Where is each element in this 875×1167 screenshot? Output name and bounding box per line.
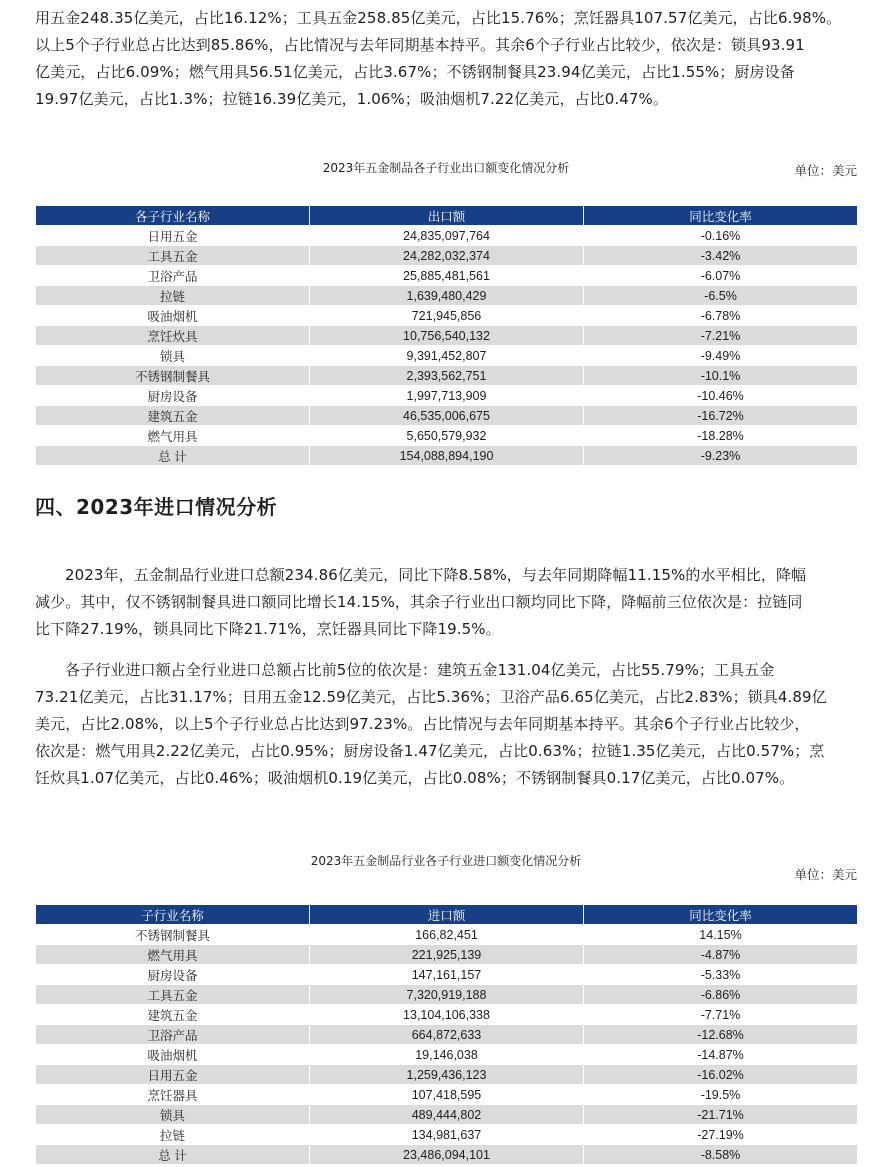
table-cell: 46,535,006,675 — [310, 406, 584, 426]
table-cell: 卫浴产品 — [36, 266, 310, 286]
table-cell: 147,161,157 — [310, 965, 584, 985]
export-table-unit: 单位：美元 — [794, 163, 857, 178]
table-row — [36, 306, 858, 326]
column-header: 进口额 — [310, 905, 584, 925]
table-row — [36, 326, 858, 346]
table-header-row — [36, 206, 858, 226]
column-header: 子行业名称 — [36, 905, 310, 925]
table-cell: 9,391,452,807 — [310, 346, 584, 366]
column-header: 各子行业名称 — [36, 206, 310, 226]
text-line: 2023年，五金制品行业进口总额234.86亿美元，同比下降8.58%，与去年同期降幅11.15%的水平相比，降幅 — [65, 566, 807, 584]
table-row — [36, 1125, 858, 1145]
table-cell: -12.68% — [584, 1025, 858, 1045]
column-header: 出口额 — [310, 206, 584, 226]
table-cell: 721,945,856 — [310, 306, 584, 326]
table-cell: 1,639,480,429 — [310, 286, 584, 306]
table-cell: 1,997,713,909 — [310, 386, 584, 406]
text-line: 减少。其中，仅不锈钢制餐具进口额同比增长14.15%，其余子行业出口额均同比下降，降幅前三位依次是：拉链同 — [35, 593, 803, 611]
table-cell: 2,393,562,751 — [310, 366, 584, 386]
table-cell: -19.5% — [584, 1085, 858, 1105]
table-cell: 工具五金 — [36, 985, 310, 1005]
table-cell: -10.1% — [584, 366, 858, 386]
table-cell: 134,981,637 — [310, 1125, 584, 1145]
text-line: 用五金248.35亿美元，占比16.12%；工具五金258.85亿美元，占比15.76%；烹饪器具107.57亿美元，占比6.98%。 — [35, 9, 842, 27]
table-row — [36, 925, 858, 945]
table-cell: 7,320,919,188 — [310, 985, 584, 1005]
table-cell: 1,259,436,123 — [310, 1065, 584, 1085]
table-row — [36, 945, 858, 965]
text-line: 以上5个子行业总占比达到85.86%，占比情况与去年同期基本持平。其余6个子行业占比较少，依次是：锁具93.91 — [35, 36, 805, 54]
table-cell: -27.19% — [584, 1125, 858, 1145]
table-cell: 烹饪器具 — [36, 1085, 310, 1105]
table-cell: -6.78% — [584, 306, 858, 326]
table-cell: 不锈钢制餐具 — [36, 925, 310, 945]
text-line: 饪炊具1.07亿美元，占比0.46%；吸油烟机0.19亿美元，占比0.08%；不锈钢制餐具0.17亿美元，占比0.07%。 — [35, 769, 795, 787]
text-line: 19.97亿美元，占比1.3%；拉链16.39亿美元，1.06%；吸油烟机7.22亿美元，占比0.47%。 — [35, 90, 668, 108]
table-cell: 吸油烟机 — [36, 1045, 310, 1065]
table-cell: -7.21% — [584, 326, 858, 346]
table-cell: -8.58% — [584, 1145, 858, 1165]
export-table-body — [36, 226, 858, 466]
table-cell: -6.07% — [584, 266, 858, 286]
table-row — [36, 346, 858, 366]
import-table-unit: 单位：美元 — [794, 867, 857, 882]
column-header: 同比变化率 — [584, 905, 858, 925]
table-row — [36, 1145, 858, 1165]
table-cell: -21.71% — [584, 1105, 858, 1125]
table-row — [36, 1065, 858, 1085]
table-cell: -7.71% — [584, 1005, 858, 1025]
table-cell: 107,418,595 — [310, 1085, 584, 1105]
table-row — [36, 1045, 858, 1065]
import-table — [35, 904, 858, 1165]
table-cell: -6.86% — [584, 985, 858, 1005]
table-row — [36, 446, 858, 466]
table-cell: 24,835,097,764 — [310, 226, 584, 246]
table-cell: -10.46% — [584, 386, 858, 406]
table-row — [36, 386, 858, 406]
column-header: 同比变化率 — [584, 206, 858, 226]
table-cell: 25,885,481,561 — [310, 266, 584, 286]
table-cell: -16.02% — [584, 1065, 858, 1085]
table-cell: 燃气用具 — [36, 426, 310, 446]
table-row — [36, 246, 858, 266]
table-cell: -3.42% — [584, 246, 858, 266]
paragraph-import-overview — [35, 562, 857, 643]
table-cell: 工具五金 — [36, 246, 310, 266]
text-line: 亿美元，占比6.09%；燃气用具56.51亿美元，占比3.67%；不锈钢制餐具23.94亿美元，占比1.55%；厨房设备 — [35, 63, 795, 81]
table-row — [36, 1105, 858, 1125]
table-cell: 日用五金 — [36, 226, 310, 246]
export-table — [35, 205, 858, 466]
table-row — [36, 286, 858, 306]
table-cell: -5.33% — [584, 965, 858, 985]
table-cell: -14.87% — [584, 1045, 858, 1065]
table-row — [36, 266, 858, 286]
table-cell: 总 计 — [36, 446, 310, 466]
table-cell: 拉链 — [36, 286, 310, 306]
table-cell: 建筑五金 — [36, 1005, 310, 1025]
table-cell: 不锈钢制餐具 — [36, 366, 310, 386]
table-cell: 卫浴产品 — [36, 1025, 310, 1045]
table-row — [36, 1005, 858, 1025]
table-cell: 总 计 — [36, 1145, 310, 1165]
text-line: 依次是：燃气用具2.22亿美元，占比0.95%；厨房设备1.47亿美元，占比0.63%；拉链1.35亿美元，占比0.57%；烹 — [35, 742, 825, 760]
table-header-row — [36, 905, 858, 925]
table-cell: 23,486,094,101 — [310, 1145, 584, 1165]
table-cell: 日用五金 — [36, 1065, 310, 1085]
table-row — [36, 426, 858, 446]
export-table-caption: 2023年五金制品各子行业出口额变化情况分析 — [322, 161, 570, 175]
paragraph-import-share — [35, 657, 857, 792]
table-cell: 13,104,106,338 — [310, 1005, 584, 1025]
import-table-body — [36, 925, 858, 1165]
table-cell: 14.15% — [584, 925, 858, 945]
table-row — [36, 985, 858, 1005]
table-cell: -18.28% — [584, 426, 858, 446]
table-cell: 吸油烟机 — [36, 306, 310, 326]
table-cell: 厨房设备 — [36, 965, 310, 985]
table-cell: 489,444,802 — [310, 1105, 584, 1125]
table-cell: -9.23% — [584, 446, 858, 466]
text-line: 比下降27.19%，锁具同比下降21.71%，烹饪器具同比下降19.5%。 — [35, 620, 501, 638]
table-cell: 166,82,451 — [310, 925, 584, 945]
table-cell: 24,282,032,374 — [310, 246, 584, 266]
table-cell: 664,872,633 — [310, 1025, 584, 1045]
table-cell: 烹饪炊具 — [36, 326, 310, 346]
table-row — [36, 1025, 858, 1045]
table-cell: 19,146,038 — [310, 1045, 584, 1065]
table-cell: -6.5% — [584, 286, 858, 306]
table-cell: 厨房设备 — [36, 386, 310, 406]
table-cell: -16.72% — [584, 406, 858, 426]
table-cell: 锁具 — [36, 346, 310, 366]
table-cell: -0.16% — [584, 226, 858, 246]
text-line: 73.21亿美元，占比31.17%；日用五金12.59亿美元，占比5.36%；卫浴产品6.65亿美元，占比2.83%；锁具4.89亿 — [35, 688, 827, 706]
table-cell: -9.49% — [584, 346, 858, 366]
table-cell: 221,925,139 — [310, 945, 584, 965]
table-row — [36, 406, 858, 426]
table-cell: 154,088,894,190 — [310, 446, 584, 466]
table-row — [36, 366, 858, 386]
table-cell: 建筑五金 — [36, 406, 310, 426]
section-heading: 四、2023年进口情况分析 — [35, 495, 278, 519]
table-cell: 锁具 — [36, 1105, 310, 1125]
table-row — [36, 226, 858, 246]
table-cell: 10,756,540,132 — [310, 326, 584, 346]
import-table-caption: 2023年五金制品行业各子行业进口额变化情况分析 — [310, 854, 582, 868]
table-cell: 拉链 — [36, 1125, 310, 1145]
text-line: 美元，占比2.08%，以上5个子行业总占比达到97.23%。占比情况与去年同期基本持平。其余6个子行业占比较少， — [35, 715, 810, 733]
table-row — [36, 1085, 858, 1105]
paragraph-export-share — [35, 5, 857, 113]
table-cell: 5,650,579,932 — [310, 426, 584, 446]
text-line: 各子行业进口额占全行业进口总额占比前5位的依次是：建筑五金131.04亿美元，占比55.79%；工具五金 — [65, 661, 775, 679]
table-row — [36, 965, 858, 985]
table-cell: 燃气用具 — [36, 945, 310, 965]
table-cell: -4.87% — [584, 945, 858, 965]
